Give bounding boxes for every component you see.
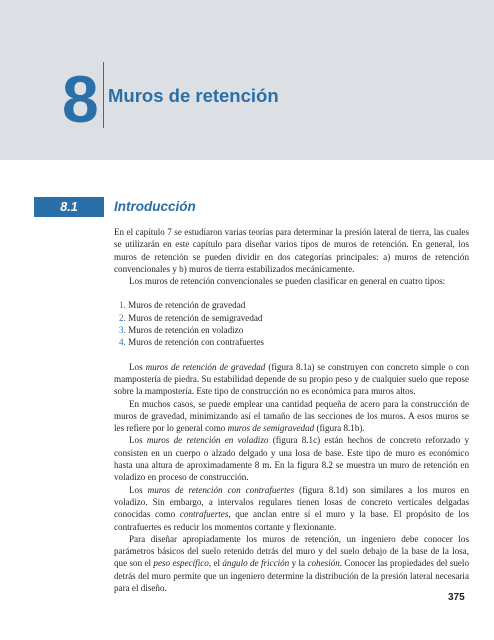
list-text: Muros de retención de gravedad bbox=[128, 300, 246, 311]
page-number: 375 bbox=[448, 592, 465, 603]
list-item bbox=[119, 299, 469, 311]
list-number: 2. bbox=[119, 312, 126, 323]
section-number-badge: 8.1 bbox=[34, 197, 104, 217]
intro-paragraph-2: Los muros de retención convencionales se pueden clasificar en general en cuatro tipos: bbox=[129, 276, 446, 287]
term-unit-weight: peso específico bbox=[153, 558, 209, 569]
intro-paragraph: En el capítulo 7 se estudiaron varias teorías para determinar la presión lateral de tierra, las cuales se utilizarán en este capítulo para diseñar varios tipos de muros de retención. En general, los muros de retención se pueden dividir en dos categorías principales: a) muros de retención convencionales y b) muros de tierra estabilizados mecánicamente. bbox=[114, 227, 469, 274]
list-text: Muros de retención de semigravedad bbox=[128, 312, 263, 323]
counterfort-walls-paragraph: Los muros de retención con contrafuertes (figura 8.1d) son similares a los muros en voladizo. Sin embargo, a intervalos regulares tienen losas de concreto verticales delgadas conocidas como contrafuertes, que anclan entre sí el muro y la base. El propósito de los contrafuertes es reducir los momentos cortante y flexionante. bbox=[114, 484, 469, 532]
wall-types-list bbox=[114, 299, 469, 348]
gravity-walls-paragraph: Los muros de retención de gravedad (figura 8.1a) se construyen con concreto simple o con mampostería de piedra. Su estabilidad depende de su propio peso y de cualquier suelo que repose sobre la mampostería. Este tipo de construcción no es económica para muros altos. bbox=[114, 361, 469, 397]
term-friction-angle: ángulo de fricción bbox=[222, 558, 290, 569]
semigravity-walls-paragraph: En muchos casos, se puede emplear una cantidad pequeña de acero para la construcción de muros de gravedad, minimizando así el tamaño de las secciones de los muros. A esos muros se les refiere por lo general como muros de semigravedad (figura 8.1b). bbox=[114, 398, 469, 434]
page-body bbox=[114, 226, 469, 594]
list-text: Muros de retención en voladizo bbox=[128, 325, 244, 336]
list-item bbox=[119, 324, 469, 336]
term-semigravity-walls: muros de semigravedad bbox=[227, 423, 315, 434]
term-counterfort-walls: muros de retención con contrafuertes bbox=[147, 484, 295, 495]
list-number: 4. bbox=[119, 337, 126, 348]
design-paragraph: Para diseñar apropiadamente los muros de retención, un ingeniero debe conocer los parámetros básicos del suelo retenido detrás del muro y del suelo debajo de la base de la losa, que son el peso específico, el ángulo de fricción y la cohesión. Conocer las propiedades del suelo detrás del muro permite que un ingeniero determine la distribución de la presión lateral necesaria para el diseño. bbox=[114, 533, 469, 594]
term-gravity-walls: muros de retención de gravedad bbox=[145, 361, 266, 372]
term-counterforts: contrafuertes bbox=[179, 509, 229, 520]
chapter-number: 8 bbox=[62, 62, 99, 136]
chapter-divider bbox=[103, 62, 104, 128]
cantilever-walls-paragraph: Los muros de retención en voladizo (figura 8.1c) están hechos de concreto reforzado y consisten en un cuerpo o alzado delgado y una losa de base. Este tipo de muro es económico hasta una altura de aproximadamente 8 m. En la figura 8.2 se muestra un muro de retención en voladizo en proceso de construcción. bbox=[114, 435, 469, 483]
list-item bbox=[119, 336, 469, 348]
list-text: Muros de retención con contrafuertes bbox=[128, 337, 264, 348]
term-cantilever-walls: muros de retención en voladizo bbox=[146, 435, 269, 446]
term-cohesion: cohesión bbox=[307, 558, 340, 569]
list-item bbox=[119, 312, 469, 324]
chapter-title: Muros de retención bbox=[108, 85, 279, 106]
section-title: Introducción bbox=[114, 199, 196, 214]
list-number: 3. bbox=[119, 325, 126, 336]
list-number: 1. bbox=[119, 300, 126, 311]
